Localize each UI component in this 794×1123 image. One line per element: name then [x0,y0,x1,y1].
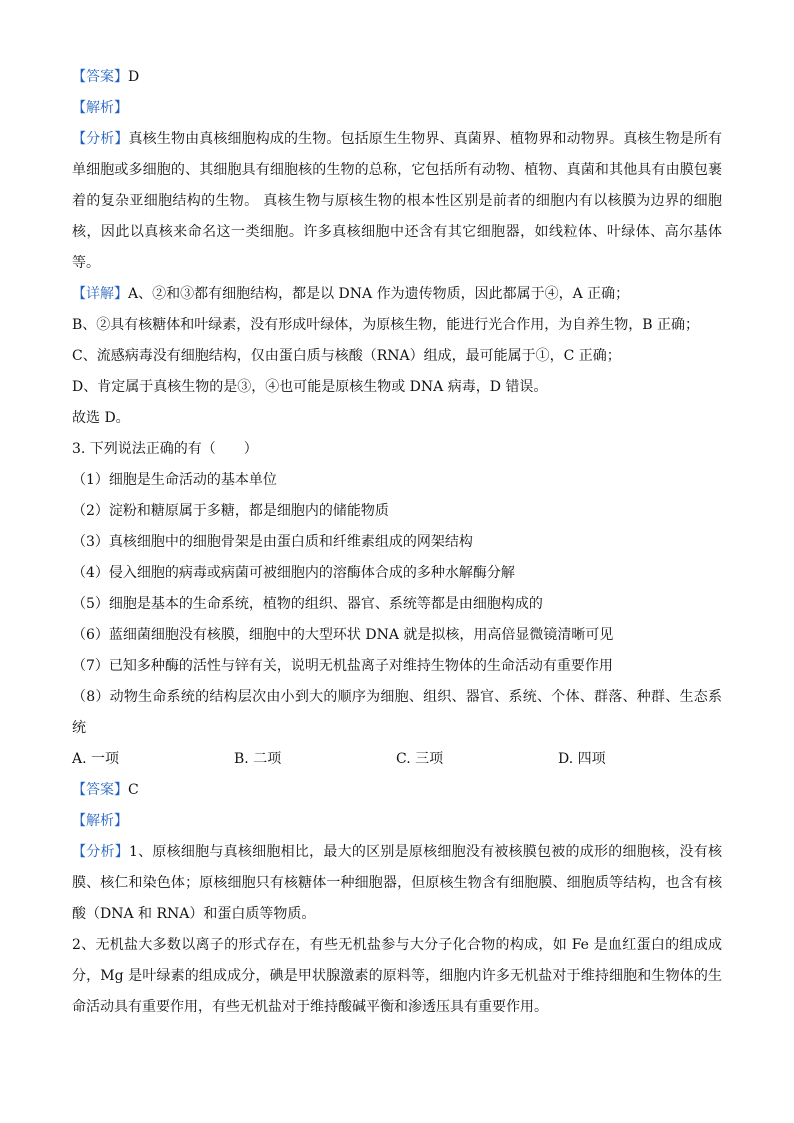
question-item: （7）已知多种酶的活性与锌有关，说明无机盐离子对维持生物体的生命活动有重要作用 [72,658,613,674]
document-page [72,62,722,1023]
fenxi-text: 真核生物由真核细胞构成的生物。包括原生生物界、真菌界、植物界和动物界。真核生物是所有单细胞或多细胞的、其细胞具有细胞核的生物的总称，它包括所有动物、植物、真菌和其他具有由膜包裹着的复杂亚细胞结构的生物。 真核生物与原核生物的根本性区别是前者的细胞内有以核膜为边界的细胞核，因此以真核来命名这一类细胞。许多真核细胞中还含有其它细胞器，如线粒体、叶绿体、高尔基体等。 [72,131,723,271]
fenxi-tag: 【分析】 [72,131,129,147]
detail-line-d: D、肯定属于真核生物的是③，④也可能是原核生物或 DNA 病毒，D 错误。 [72,379,548,395]
analysis-paragraph [72,124,722,279]
question-item: （8）动物生命系统的结构层次由小到大的顺序为细胞、组织、器官、系统、个体、群落、种群、生态系统 [72,689,722,736]
question-item: （4）侵入细胞的病毒或病菌可被细胞内的溶酶体合成的多种水解酶分解 [72,565,515,581]
option-b: B. 二项 [234,751,282,767]
point-1-text: 1、原核细胞与真核细胞相比，最大的区别是原核细胞没有被核膜包被的成形的细胞核，没有核膜、核仁和染色体；原核细胞只有核糖体一种细胞器，但原核生物含有细胞膜、细胞质等结构，也含有核酸（DNA 和 RNA）和蛋白质等物质。 [72,844,723,922]
answer-line [72,62,722,93]
answer-value: D [128,69,140,85]
detail-tag: 【详解】 [72,286,128,302]
answer-value: C [128,782,139,798]
detail-conclusion: 故选 D。 [72,410,130,426]
fenxi-tag: 【分析】 [72,844,129,860]
analysis-heading: 【解析】 [72,100,128,116]
answer-options [72,744,722,775]
question-item: （5）细胞是基本的生命系统，植物的组织、器官、系统等都是由细胞构成的 [72,596,543,612]
question-item: （6）蓝细菌细胞没有核膜，细胞中的大型环状 DNA 就是拟核，用高倍显微镜清晰可见 [72,627,614,643]
option-d: D. 四项 [558,751,606,767]
answer-tag: 【答案】 [72,69,128,85]
question-stem: 3. 下列说法正确的有（ ） [72,441,258,457]
analysis-point-1 [72,837,722,930]
question-item: （3）真核细胞中的细胞骨架是由蛋白质和纤维素组成的网架结构 [72,534,473,550]
question-item: （1）细胞是生命活动的基本单位 [72,472,277,488]
answer-tag: 【答案】 [72,782,128,798]
detail-text-a: A、②和③都有细胞结构，都是以 DNA 作为遗传物质，因此都属于④，A 正确； [128,286,630,302]
detail-line-a [72,279,722,310]
question-item: （2）淀粉和糖原属于多糖，都是细胞内的储能物质 [72,503,389,519]
option-a: A. 一项 [72,751,120,767]
analysis-point-2: 2、无机盐大多数以离子的形式存在，有些无机盐参与大分子化合物的构成，如 Fe 是血红蛋白的组成成分，Mg 是叶绿素的组成成分，碘是甲状腺激素的原料等，细胞内许多无机盐对于维持细胞和生物体的生命活动具有重要作用，有些无机盐对于维持酸碱平衡和渗透压具有重要作用。 [72,937,722,1015]
option-c: C. 三项 [396,751,444,767]
answer-line [72,775,722,806]
detail-line-c: C、流感病毒没有细胞结构，仅由蛋白质与核酸（RNA）组成，最可能属于①，C 正确； [72,348,621,364]
analysis-heading: 【解析】 [72,813,128,829]
detail-line-b: B、②具有核糖体和叶绿素，没有形成叶绿体，为原核生物，能进行光合作用，为自养生物，B 正确； [72,317,700,333]
